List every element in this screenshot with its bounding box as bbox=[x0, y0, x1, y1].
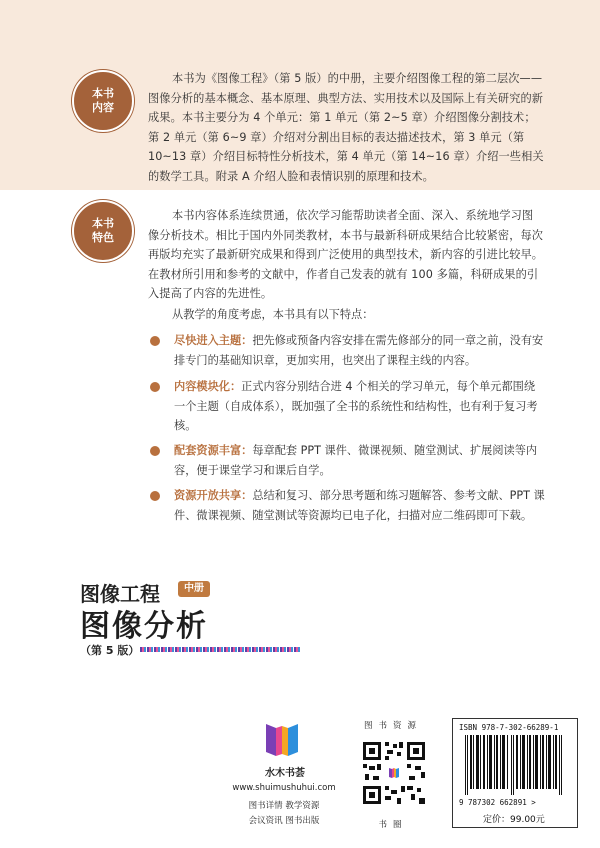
edition-label: （第 5 版） bbox=[80, 644, 140, 657]
feature-text: 总结和复习、部分思考题和练习题解答、参考文献、PPT 课件、微课视频、随堂测试等资源均已电子化，扫描对应二维码即可下载。 bbox=[174, 489, 545, 522]
features-paragraph bbox=[148, 206, 544, 304]
badge-features-line1: 本书 bbox=[92, 217, 114, 230]
content-paragraph bbox=[148, 69, 544, 187]
decorative-stripe bbox=[140, 647, 300, 652]
feature-title: 配套资源丰富： bbox=[174, 444, 253, 457]
bullet-dot bbox=[150, 336, 160, 346]
badge-content-line1: 本书 bbox=[92, 87, 114, 100]
bullet-dot bbox=[150, 382, 160, 392]
content-paragraph-text: 本书为《图像工程》（第 5 版）的中册，主要介绍图像工程的第二层次——图像分析的基本概念、基本原理、典型方法、实用技术以及国际上有关研究的新成果。本书主要分为 4 个单元：第 1 单元（第 2~5 章）介绍图像分割技术；第 2 单元（第 6~9 章）介绍对分割出目标的表达描述技术，第 3 单元（第 10~13 章）介绍目标特性分析技术，第 4 单元（第 14~16 章）介绍一些相关的数学工具。附录 A 介绍人脸和表情识别的原理和技术。 bbox=[148, 72, 544, 183]
series-title: 图像工程 bbox=[80, 582, 160, 606]
barcode-icon bbox=[463, 735, 567, 795]
isbn-label: ISBN 978-7-302-66289-1 bbox=[459, 723, 559, 732]
qr-code-icon bbox=[361, 740, 427, 806]
publisher-links-line1: 图书详情 教学资源 bbox=[248, 801, 320, 811]
badge-book-content bbox=[72, 70, 134, 132]
badge-features-line2: 特色 bbox=[92, 231, 114, 244]
qr-label: 图书资源 bbox=[363, 721, 422, 731]
features-intro: 从教学的角度考虑，本书具有以下特点： bbox=[172, 308, 374, 321]
feature-item-2 bbox=[150, 377, 546, 436]
feature-title: 资源开放共享： bbox=[174, 489, 253, 502]
badge-content-line2: 内容 bbox=[92, 101, 114, 114]
bullet-dot bbox=[150, 491, 160, 501]
publisher-links-line2: 会议资讯 图书出版 bbox=[248, 816, 320, 826]
bullet-dot bbox=[150, 446, 160, 456]
barcode-box bbox=[452, 718, 578, 828]
feature-item-3 bbox=[150, 441, 546, 480]
publisher-url: www.shuimushuhui.com bbox=[232, 783, 336, 793]
features-paragraph-text: 本书内容体系连续贯通，依次学习能帮助读者全面、深入、系统地学习图像分析技术。相比于国内外同类教材，本书与最新科研成果结合比较紧密，每次再版均充实了最新研究成果和得到广泛使用的典型技术，新内容的引进比较早。在教材所引用和参考的文献中，作者自己发表的就有 100 多篇，科研成果的引入提高了内容的先进性。 bbox=[148, 209, 544, 301]
feature-text: 每章配套 PPT 课件、微课视频、随堂测试、扩展阅读等内容，便于课堂学习和课后自学。 bbox=[174, 444, 538, 477]
feature-text: 把先修或预备内容安排在需先修部分的同一章之前，没有安排专门的基础知识章，更加实用，也突出了课程主线的内容。 bbox=[174, 334, 544, 367]
volume-badge: 中册 bbox=[178, 581, 210, 597]
feature-title: 尽快进入主题： bbox=[174, 334, 253, 347]
book-title: 图像分析 bbox=[80, 609, 208, 644]
feature-item-4 bbox=[150, 486, 546, 525]
feature-title: 内容模块化： bbox=[174, 380, 242, 393]
publisher-logo-icon bbox=[264, 718, 300, 760]
feature-text: 正式内容分别结合进 4 个相关的学习单元，每个单元都围绕一个主题（自成体系），既加强了全书的系统性和结构性，也有利于复习考核。 bbox=[174, 380, 538, 433]
publisher-links bbox=[226, 799, 342, 829]
feature-item-1 bbox=[150, 331, 546, 370]
badge-book-features bbox=[72, 200, 134, 262]
qr-caption: 书圈 bbox=[378, 820, 408, 830]
barcode-number: 9 787302 662891 > bbox=[459, 798, 536, 807]
publisher-name: 水木书荟 bbox=[265, 768, 305, 779]
price-label: 定价：99.00元 bbox=[483, 815, 545, 825]
